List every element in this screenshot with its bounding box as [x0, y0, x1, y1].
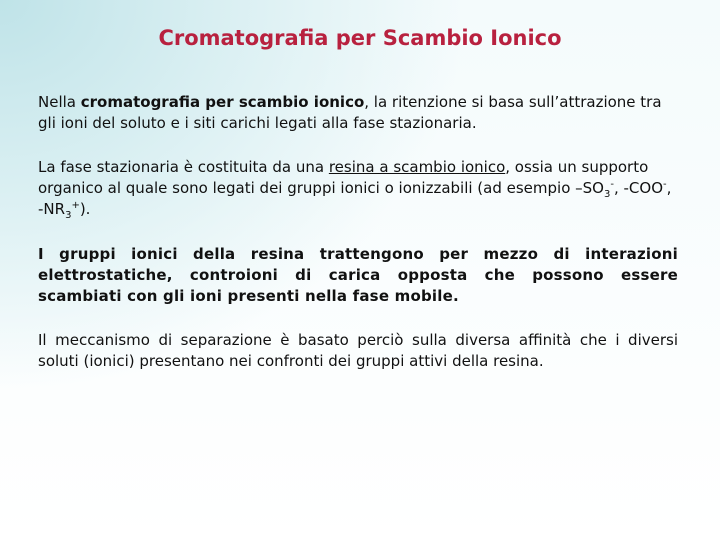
- underlined-term: resina a scambio ionico: [328, 158, 506, 176]
- superscript: -: [610, 179, 614, 190]
- superscript: -: [663, 179, 667, 190]
- paragraph-separation-mechanism: Il meccanismo di separazione è basato perciò sulla diversa affinità che i diversi soluti (ionici) presentano nei confronti dei gruppi attivi della resina.: [38, 331, 678, 370]
- text-run: ).: [79, 200, 91, 218]
- superscript: +: [71, 200, 80, 211]
- paragraph-ionic-groups: I gruppi ionici della resina trattengono per mezzo di interazioni elettrostatiche, controioni di carica opposta che possono essere scambiati con gli ioni presenti nella fase mobile.: [38, 245, 678, 305]
- text-run: Nella: [38, 93, 81, 111]
- text-run: , -COO: [613, 179, 664, 197]
- bold-term: cromatografia per scambio ionico: [80, 93, 365, 111]
- slide-title: Cromatografia per Scambio Ionico: [158, 26, 562, 50]
- subscript: 3: [65, 210, 72, 221]
- text-run: , -NR: [38, 179, 672, 218]
- paragraph-stationary-phase: [38, 157, 678, 220]
- paragraph-definition: [38, 92, 678, 134]
- subscript: 3: [603, 189, 611, 200]
- text-run: , ossia un supporto organico al quale sono legati dei gruppi ionici o ionizzabili (ad esempio –SO: [38, 158, 649, 197]
- text-run: , la ritenzione si basa sull’attrazione tra gli ioni del soluto e i siti carichi legati alla fase stazionaria.: [38, 93, 662, 132]
- text-run: La fase stazionaria è costituita da una: [38, 158, 329, 176]
